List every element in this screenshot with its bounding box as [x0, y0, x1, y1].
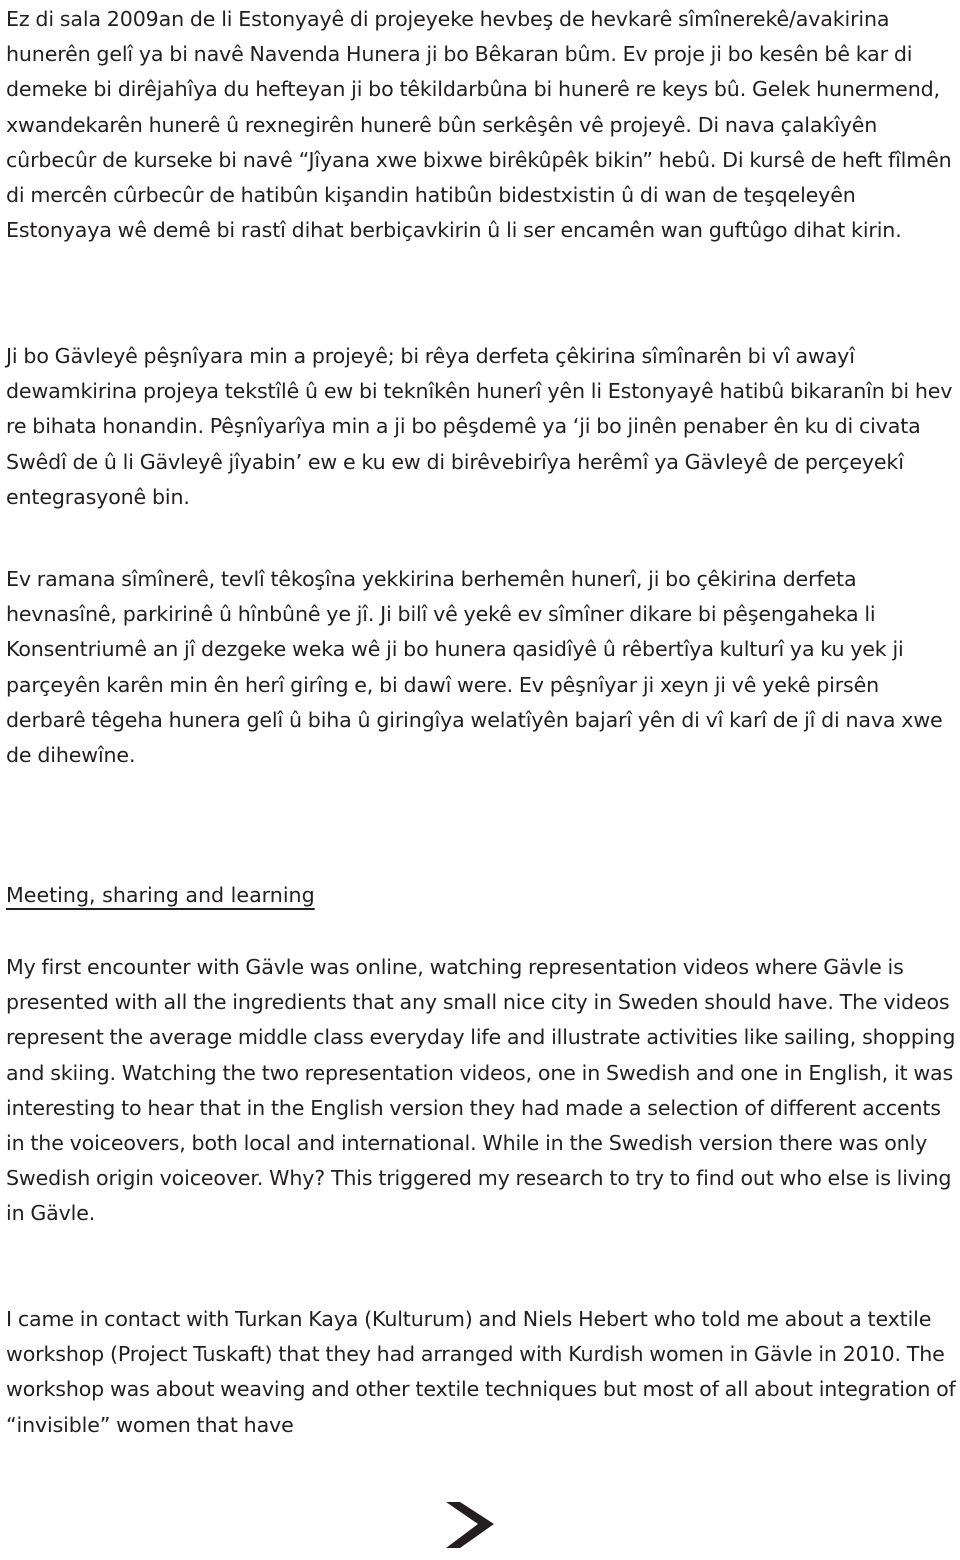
kurdish-paragraph-2: Ji bo Gävleyê pêşnîyara min a projeyê; bi rêya derfeta çêkirina sîmînarên bi vî awayî dewamkirina projeya tekstîlê û ew bi teknîkên hunerî yên li Estonyayê hatibû bikaranîn bi hev re bihata honandin. Pêşnîyarîya min a ji bo pêşdemê ya ‘ji bo jinên penaber ên ku di civata Swêdî de û li Gävleyê jîyabin’ ew e ku ew di birêvebirîya herêmî ya Gävleyê de perçeyekî entegrasyonê bin.: [6, 344, 953, 509]
next-page-button[interactable]: [444, 1500, 496, 1556]
kurdish-paragraph-1: Ez di sala 2009an de li Estonyayê di projeyeke hevbeş de hevkarê sîmînerekê/avakirina hunerên gelî ya bi navê Navenda Hunera ji bo Bêkaran bûm. Ev proje ji bo kesên bê kar di demeke bi dirêjahîya du hefteyan ji bo têkildarbûna bi hunerê re keys bû. Gelek hunermend, xwandekarên hunerê û rexnegirên hunerê bûn serkêşên vê projeyê. Di nava çalakîyên cûrbecûr de kurseke bi navê “Jîyana xwe bixwe birêkûpêk bikin” hebû. Di kursê de heft fîlmên di mercên cûrbecûr de hatibûn kişandin hatibûn bidestxistin û di wan de teşqeleyên Estonyaya wê demê bi rastî dihat berbiçavkirin û li ser encamên wan guftûgo dihat kirin.: [6, 7, 952, 243]
kurdish-paragraph-3: Ev ramana sîmînerê, tevlî têkoşîna yekkirina berhemên hunerî, ji bo çêkirina derfeta hevnasînê, parkirinê û hînbûnê ye jî. Ji bilî vê yekê ev sîmîner dikare bi pêşengaheka li Konsentriumê an jî dezgeke weka wê ji bo hunera qasidîyê û rêbertîya kulturî ya ku yek ji parçeyên karên min ên herî girîng e, bi dawî were. Ev pêşnîyar ji xeyn ji vê yekê pirsên derbarê têgeha hunera gelî û biha û giringîya welatîyên bajarî yên di vî karî de jî di nava xwe de dihewîne.: [6, 567, 943, 768]
english-paragraph-2: I came in contact with Turkan Kaya (Kulturum) and Niels Hebert who told me about a textile workshop (Project Tuskaft) that they had arranged with Kurdish women in Gävle in 2010. The workshop was about weaving and other textile techniques but most of all about integration of “invisible” women that have: [6, 1307, 956, 1437]
english-paragraph-1: My first encounter with Gävle was online, watching representation videos where Gävle is presented with all the ingredients that any small nice city in Sweden should have. The videos represent the average middle class everyday life and illustrate activities like sailing, shopping and skiing. Watching the two representation videos, one in Swedish and one in English, it was interesting to hear that in the English version they had made a selection of different accents in the voiceovers, both local and international. While in the Swedish version there was only Swedish origin voiceover. Why? This triggered my research to try to find out who else is living in Gävle.: [6, 955, 956, 1226]
chevron-right-icon: [444, 1500, 496, 1556]
section-heading: Meeting, sharing and learning: [6, 883, 315, 907]
